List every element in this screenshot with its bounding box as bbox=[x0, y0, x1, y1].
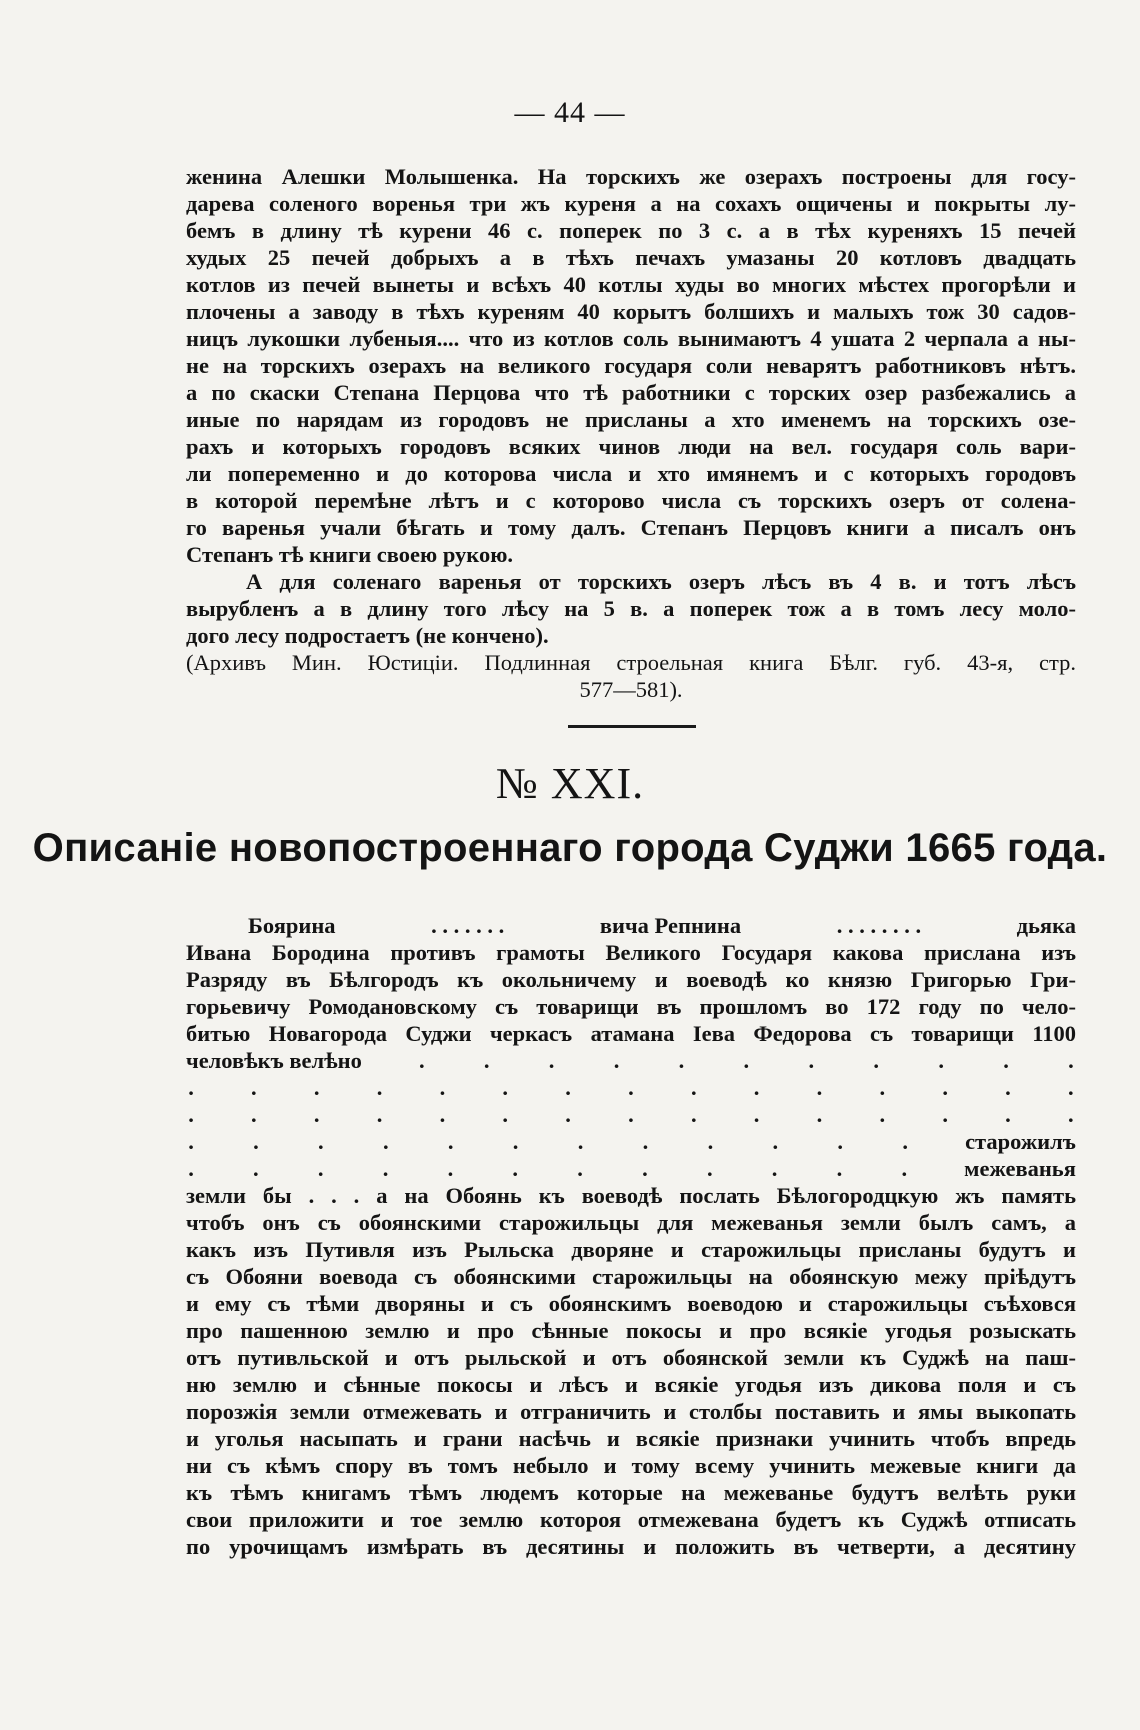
text-line: съ Обояни воевода съ обоянскими старожильцы на обоянскую межу прiѣдутъ bbox=[186, 1264, 1076, 1289]
text-line: худых 25 печей добрыхъ а в тѣхъ печахъ умазаны 20 котловъ двадцать bbox=[186, 245, 1076, 270]
text-line-with-lacunae: . . . . . . . . . . . . межеванья bbox=[188, 1156, 1076, 1181]
text-line: отъ путивльской и отъ рыльской и отъ обоянской земли къ Суджѣ на паш- bbox=[186, 1345, 1076, 1370]
paragraph-3 bbox=[186, 912, 1076, 1560]
text-line: в которой перемѣне лѣтъ и с которово числа съ торскихъ озеръ от солена- bbox=[186, 488, 1076, 513]
text-line: бемъ в длину тѣ курени 46 с. поперек по 3 с. а в тѣх куреняхъ 15 печей bbox=[186, 218, 1076, 243]
text-line: ли попеременно и до которова числа и хто имянемъ и с которыхъ городовъ bbox=[186, 461, 1076, 486]
text-line: какъ изъ Путивля изъ Рыльска дворяне и старожильцы присланы будутъ и bbox=[186, 1237, 1076, 1262]
text-line: вырубленъ а в длину того лѣсу на 5 в. а поперек тож а в томъ лесу моло- bbox=[186, 596, 1076, 621]
lacuna-dots: . . . . . . . . bbox=[836, 913, 922, 938]
text-line: чтобъ онъ съ обоянскими старожильцы для межеванья земли былъ самъ, а bbox=[186, 1210, 1076, 1235]
text-line: ницъ лукошки лубеныя.... что из котлов соль вынимаютъ 4 ушата 2 черпала а ны- bbox=[186, 326, 1076, 351]
text-line: ню землю и сѣнные покосы и лѣсъ и всякіе угодья изъ дикова поля и съ bbox=[186, 1372, 1076, 1397]
section-title: Описаніе новопостроеннаго города Суджи 1665 года. bbox=[32, 826, 1108, 870]
text-line: ни съ кѣмъ спору въ томъ небыло и тому всему учинить межевые книги да bbox=[186, 1453, 1076, 1478]
text-line: а по скаски Степана Перцова что тѣ работники с торских озер разбежались а bbox=[186, 380, 1076, 405]
text-fragment: старожилъ bbox=[965, 1129, 1076, 1154]
text-line: А для соленаго варенья от торскихъ озеръ лѣсъ въ 4 в. и тотъ лѣсъ bbox=[246, 569, 1076, 594]
text-line: битью Новагорода Суджи черкасъ атамана Іева Федорова съ товарищи 1100 bbox=[186, 1021, 1076, 1046]
text-line: къ тѣмъ книгамъ тѣмъ людемъ которые на межеванье будутъ велѣть руки bbox=[186, 1480, 1076, 1505]
text-line: плочены а заводу в тѣхъ куреням 40 корытъ болшихъ и малыхъ тож 30 садов- bbox=[186, 299, 1076, 324]
text-line-with-lacunae: . . . . . . . . . . . . старожилъ bbox=[188, 1129, 1076, 1154]
section-number: № XXI. bbox=[495, 759, 645, 808]
text-line: Ивана Бородина противъ грамоты Великого Государя какова прислана изъ bbox=[186, 940, 1076, 965]
source-citation: (Архивъ Мин. Юстиціи. Подлинная строельная книга Бѣлг. губ. 43-я, стр. bbox=[186, 650, 1076, 675]
lacuna-dots: . . . . . . . bbox=[431, 913, 505, 938]
source-citation-pages: 577—581). bbox=[579, 677, 683, 702]
text-line: земли бы . . . а на Обоянь къ воеводѣ послать Бѣлогородцкую жъ память bbox=[186, 1183, 1076, 1208]
text-fragment: вича Репнина bbox=[599, 913, 742, 938]
text-line: и уголья насыпать и грани насѣчь и всякіе признаки учинить чтобъ впредь bbox=[186, 1426, 1076, 1451]
text-line: про пашенною землю и про сѣнные покосы и про всякіе угодья розыскать bbox=[186, 1318, 1076, 1343]
text-fragment: Боярина bbox=[248, 913, 336, 938]
text-line: рахъ и которыхъ городовъ всяких чинов люди на вел. государя соль вари- bbox=[186, 434, 1076, 459]
text-line: Степанъ тѣ книги своею рукою. bbox=[186, 542, 514, 567]
text-line: дого лесу подростаетъ (не кончено). bbox=[186, 623, 549, 648]
text-line: не на торскихъ озерахъ на великого государя соли неварятъ работниковъ нѣтъ. bbox=[186, 353, 1076, 378]
text-line-with-lacunae: человѣкъ велѣно . . . . . . . . . . . bbox=[186, 1048, 1074, 1073]
text-fragment: дьяка bbox=[1016, 913, 1076, 938]
page-number: — 44 — bbox=[514, 96, 626, 129]
text-line: горьевичу Ромодановскому съ товарищи въ прошломъ во 172 году по чело- bbox=[186, 994, 1076, 1019]
text-fragment: человѣкъ велѣно bbox=[186, 1048, 362, 1073]
text-line: свои приложити и тое землю котороя отмежевана будетъ къ Суджѣ отписать bbox=[186, 1507, 1076, 1532]
lacuna-row: . . . . . . . . . . . . . . . bbox=[188, 1075, 1074, 1100]
text-line: котлов из печей вынеты и всѣхъ 40 котлы худы во многих мѣстех прогорѣли и bbox=[186, 272, 1076, 297]
text-line: иные по нарядам из городовъ не присланы а хто именемъ на торскихъ озе- bbox=[186, 407, 1076, 432]
text-line: и ему съ тѣми дворяны и съ обоянскимъ воеводою и старожильцы съѣховся bbox=[186, 1291, 1076, 1316]
text-line-with-lacunae bbox=[186, 912, 1076, 939]
paragraph-1 bbox=[186, 163, 1076, 568]
text-fragment: межеванья bbox=[964, 1156, 1076, 1181]
text-line: Разряду въ Бѣлгородъ къ окольничему и воеводѣ ко князю Григорью Гри- bbox=[186, 967, 1076, 992]
text-line: го варенья учали бѣгать и тому далъ. Степанъ Перцовъ книги а писалъ онъ bbox=[186, 515, 1076, 540]
text-line: женина Алешки Молышенка. На торскихъ же озерахъ построены для госу- bbox=[186, 164, 1076, 189]
text-line: по урочищамъ измѣрать въ десятины и положить въ четверти, а десятину bbox=[186, 1534, 1076, 1559]
text-line: порозжія земли отмежевать и отграничить и столбы поставить и ямы выкопать bbox=[186, 1399, 1076, 1424]
paragraph-2 bbox=[186, 568, 1076, 703]
text-line: дарева соленого воренья три жъ куреня а на сохахъ ощичены и покрыты лу- bbox=[186, 191, 1076, 216]
separator-rule bbox=[568, 725, 696, 728]
lacuna-row: . . . . . . . . . . . . . . . bbox=[188, 1102, 1074, 1127]
